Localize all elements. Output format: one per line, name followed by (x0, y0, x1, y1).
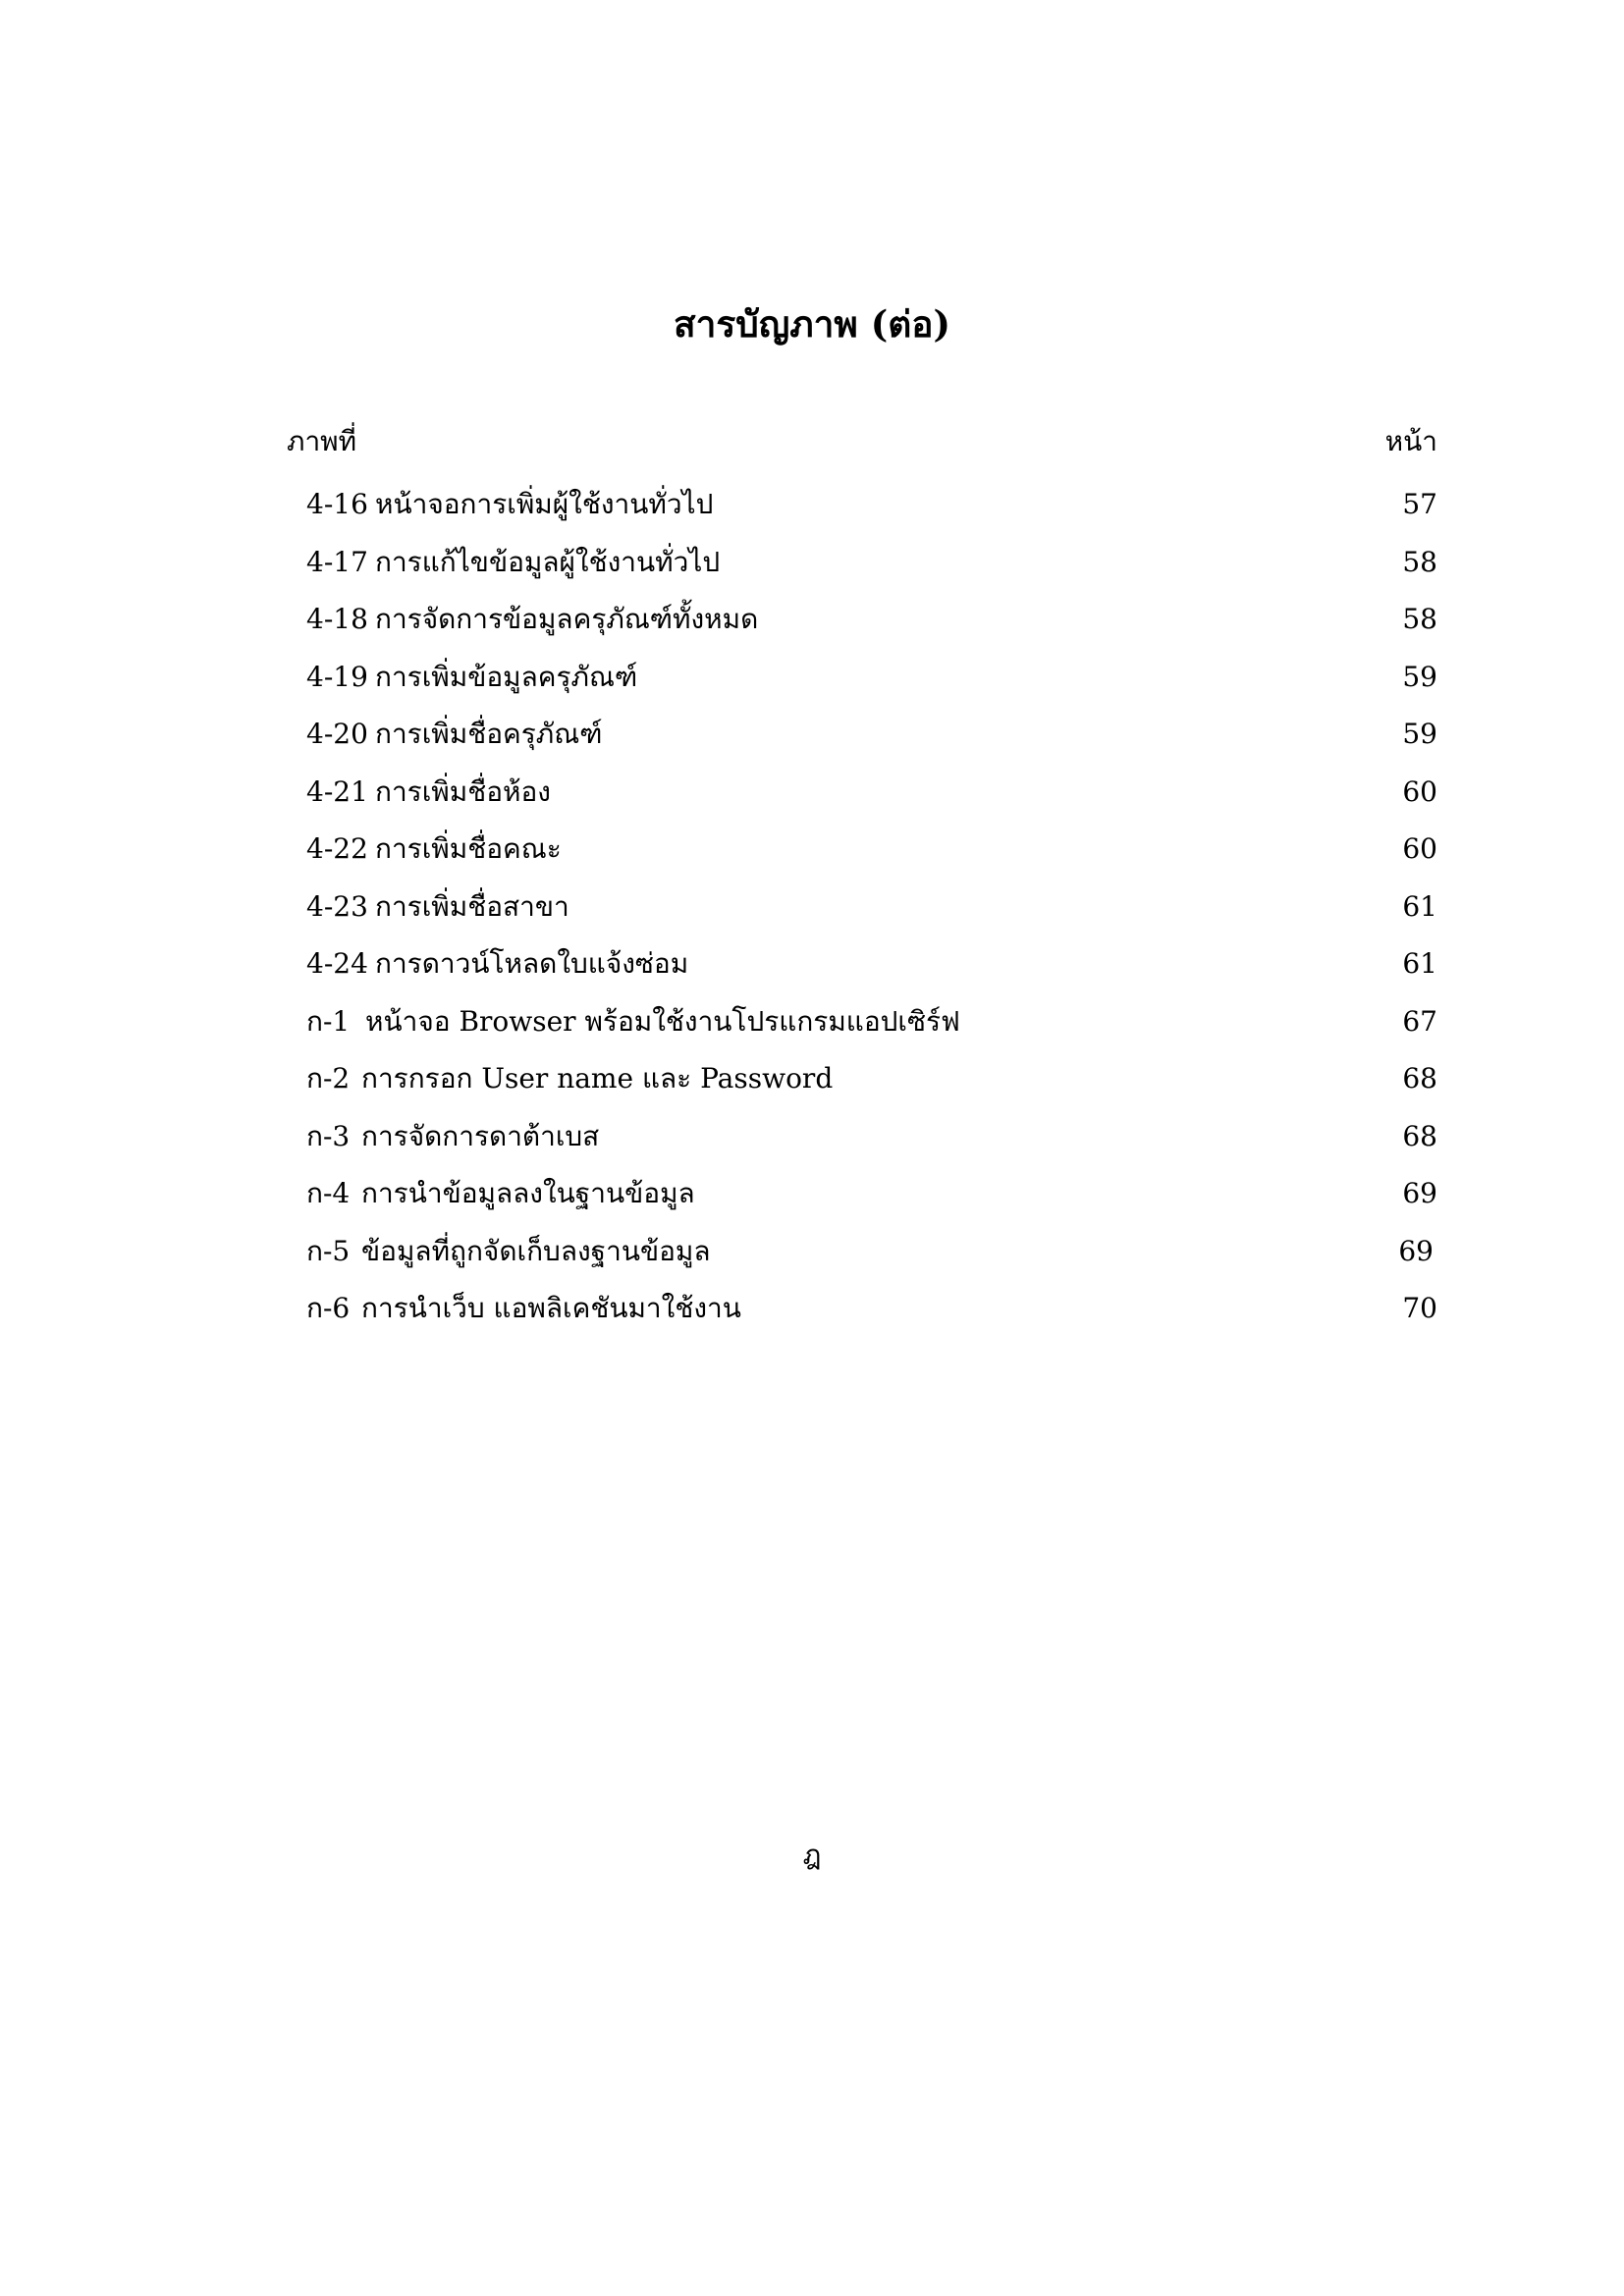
list-of-figures (306, 483, 1437, 1345)
page-column-header: หน้า (1384, 425, 1437, 457)
figure-caption: การกรอก User name และ Password (361, 1062, 834, 1095)
figure-caption: การแก้ไขข้อมูลผู้ใช้งานทั่วไป (375, 545, 721, 578)
figure-entry (306, 1115, 1437, 1173)
figure-entry (306, 1172, 1437, 1230)
page-number: ฎ (802, 1839, 822, 1871)
figure-entry (306, 1000, 1437, 1058)
figure-number: 4-22 (306, 832, 368, 865)
figure-caption: การจัดการข้อมูลครุภัณฑ์ทั้งหมด (375, 603, 759, 635)
figure-number: ก-2 (306, 1062, 351, 1095)
figure-page-number: 67 (1402, 1004, 1437, 1038)
figure-page-number: 59 (1402, 660, 1437, 693)
figure-column-header: ภาพที่ (287, 425, 357, 457)
figure-page-number: 59 (1402, 718, 1437, 750)
figure-number: ก-5 (306, 1234, 351, 1267)
figure-page-number: 69 (1402, 1177, 1437, 1209)
figure-page-number: 61 (1402, 947, 1437, 980)
figure-caption: การเพิ่มชื่อสาขา (375, 889, 569, 923)
figure-number: 4-17 (306, 545, 368, 578)
figure-caption: การนำข้อมูลลงในฐานข้อมูล (361, 1177, 695, 1209)
figure-caption: หน้าจอ Browser พร้อมใช้งานโปรแกรมแอปเซิร์ฟ (365, 1004, 960, 1038)
figure-page-number: 58 (1402, 603, 1437, 635)
figure-number: 4-19 (306, 660, 368, 693)
figure-caption: การนำเว็บ แอพลิเคชันมาใช้งาน (361, 1292, 741, 1324)
figure-number: 4-24 (306, 947, 368, 980)
figure-number: ก-4 (306, 1177, 351, 1209)
figure-number: 4-18 (306, 603, 368, 635)
figure-caption: ข้อมูลที่ถูกจัดเก็บลงฐานข้อมูล (361, 1234, 711, 1267)
figure-entry (306, 483, 1437, 541)
figure-entry (306, 771, 1437, 828)
figure-entry (306, 656, 1437, 714)
figure-number: ก-3 (306, 1119, 351, 1152)
figure-number: ก-1 (306, 1004, 351, 1038)
figure-caption: การเพิ่มชื่อห้อง (375, 774, 551, 808)
figure-entry (306, 942, 1437, 1000)
figure-caption: การจัดการดาต้าเบส (361, 1119, 600, 1152)
figure-page-number: 68 (1402, 1062, 1437, 1095)
figure-entry (306, 828, 1437, 885)
figure-caption: การเพิ่มชื่อคณะ (375, 832, 562, 865)
figure-number: ก-6 (306, 1292, 351, 1324)
figure-caption: หน้าจอการเพิ่มผู้ใช้งานทั่วไป (375, 488, 714, 520)
figure-caption: การเพิ่มข้อมูลครุภัณฑ์ (375, 660, 638, 693)
figure-page-number: 61 (1402, 889, 1437, 923)
figure-entry (306, 1057, 1437, 1115)
page-title: สารบัญภาพ (ต่อ) (674, 302, 950, 346)
figure-page-number: 60 (1402, 832, 1437, 865)
figure-page-number: 57 (1402, 488, 1437, 520)
figure-caption: การเพิ่มชื่อครุภัณฑ์ (375, 718, 603, 750)
figure-entry (306, 541, 1437, 599)
figure-number: 4-23 (306, 889, 368, 923)
figure-entry (306, 1230, 1437, 1288)
figure-caption: การดาวน์โหลดใบแจ้งซ่อม (375, 947, 689, 980)
figure-number: 4-21 (306, 774, 368, 808)
figure-entry (306, 713, 1437, 771)
figure-entry (306, 885, 1437, 943)
figure-number: 4-16 (306, 488, 368, 520)
figure-page-number: 68 (1402, 1119, 1437, 1152)
figure-page-number: 60 (1402, 774, 1437, 808)
figure-page-number: 58 (1402, 545, 1437, 578)
figure-page-number: 70 (1402, 1292, 1437, 1324)
figure-entry (306, 1287, 1437, 1345)
figure-page-number: 69 (1398, 1234, 1434, 1267)
figure-entry (306, 598, 1437, 656)
figure-number: 4-20 (306, 718, 368, 750)
